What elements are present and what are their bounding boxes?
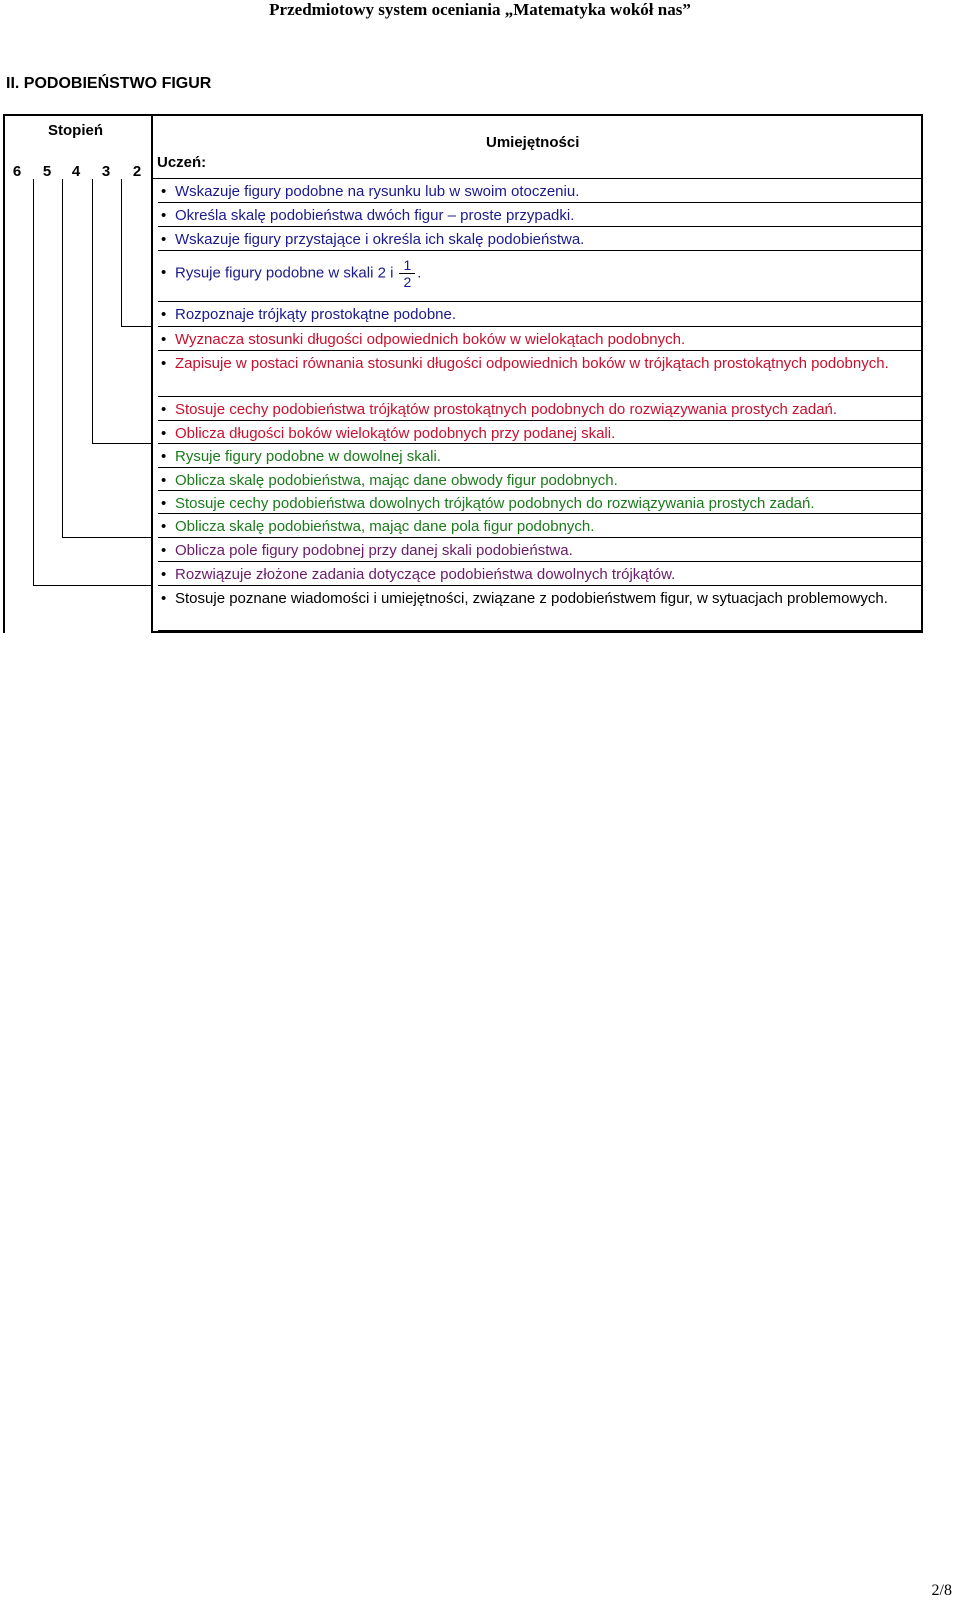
grade-2-vertical bbox=[121, 179, 122, 326]
grade-5-horizontal bbox=[33, 585, 152, 586]
bullet-icon: • bbox=[161, 448, 167, 465]
skill-text: Rozwiązuje złożone zadania dotyczące podobieństwa dowolnych trójkątów. bbox=[175, 566, 676, 583]
skill-row bbox=[158, 421, 922, 444]
skill-text: Zapisuje w postaci równania stosunki długości odpowiednich boków w trójkątach prostokątnych podobnych. bbox=[175, 355, 889, 372]
skill-text: Rysuje figury podobne w dowolnej skali. bbox=[175, 448, 441, 465]
bullet-icon: • bbox=[161, 231, 167, 248]
table-border-top bbox=[3, 114, 923, 116]
grade-3-horizontal bbox=[92, 443, 152, 444]
skill-row bbox=[158, 468, 922, 491]
skill-row bbox=[158, 227, 922, 251]
bullet-icon: • bbox=[161, 495, 167, 512]
page-number: 2/8 bbox=[931, 1582, 952, 1599]
skill-text: Stosuje cechy podobieństwa dowolnych trójkątów podobnych do rozwiązywania prostych zadań. bbox=[175, 495, 815, 512]
bullet-icon: • bbox=[161, 566, 167, 583]
skill-text: Oblicza skalę podobieństwa, mając dane pola figur podobnych. bbox=[175, 518, 595, 535]
bullet-icon: • bbox=[161, 425, 167, 442]
skill-row bbox=[158, 203, 922, 227]
grade-4-label: 4 bbox=[71, 163, 81, 180]
bullet-icon: • bbox=[161, 401, 167, 418]
skill-row bbox=[158, 397, 922, 421]
bullet-icon: • bbox=[161, 472, 167, 489]
table-border-left bbox=[3, 114, 5, 633]
grade-column-divider bbox=[151, 114, 153, 633]
bullet-icon: • bbox=[161, 542, 167, 559]
skill-text: Stosuje cechy podobieństwa trójkątów prostokątnych podobnych do rozwiązywania prostych zadań. bbox=[175, 401, 838, 418]
bullet-icon: • bbox=[161, 590, 167, 607]
document-header: Przedmiotowy system oceniania „Matematyka wokół nas” bbox=[269, 0, 691, 19]
skill-text-suffix: . bbox=[417, 264, 422, 282]
grade-3-label: 3 bbox=[101, 163, 111, 180]
grade-4-vertical bbox=[62, 179, 63, 537]
grade-4-horizontal bbox=[62, 537, 152, 538]
grade-header: Stopień bbox=[48, 122, 103, 139]
skill-row bbox=[158, 179, 922, 203]
fraction-numerator: 1 bbox=[399, 257, 415, 274]
skills-header: Umiejętności bbox=[486, 134, 580, 151]
skill-row bbox=[158, 538, 922, 562]
skill-text: Oblicza skalę podobieństwa, mając dane obwody figur podobnych. bbox=[175, 472, 618, 489]
skill-row bbox=[158, 586, 922, 631]
table-border-bottom bbox=[152, 631, 923, 633]
skill-row bbox=[158, 327, 922, 351]
fraction-denominator: 2 bbox=[403, 274, 412, 290]
bullet-icon: • bbox=[161, 207, 167, 224]
skill-text: Stosuje poznane wiadomości i umiejętności, związane z podobieństwem figur, w sytuacjach problemowych. bbox=[175, 590, 888, 607]
fraction bbox=[399, 257, 415, 290]
section-title: II. PODOBIEŃSTWO FIGUR bbox=[6, 75, 212, 92]
skill-row bbox=[158, 491, 922, 514]
bullet-icon: • bbox=[161, 518, 167, 535]
bullet-icon: • bbox=[161, 264, 167, 282]
bullet-icon: • bbox=[161, 306, 167, 323]
skill-text: Wskazuje figury przystające i określa ich skalę podobieństwa. bbox=[175, 231, 585, 248]
bullet-icon: • bbox=[161, 331, 167, 348]
skill-text: Rysuje figury podobne w skali 2 i bbox=[175, 264, 394, 282]
grade-5-vertical bbox=[33, 179, 34, 585]
grade-2-label: 2 bbox=[132, 163, 142, 180]
skill-row bbox=[158, 351, 922, 397]
bullet-icon: • bbox=[161, 355, 167, 372]
grade-2-horizontal bbox=[121, 326, 152, 327]
skill-row bbox=[158, 251, 922, 302]
grade-3-vertical bbox=[92, 179, 93, 443]
skill-row bbox=[158, 444, 922, 468]
skill-row bbox=[158, 302, 922, 327]
skill-text: Rozpoznaje trójkąty prostokątne podobne. bbox=[175, 306, 457, 323]
skill-text: Wskazuje figury podobne na rysunku lub w swoim otoczeniu. bbox=[175, 183, 580, 200]
skill-row bbox=[158, 514, 922, 538]
grade-5-label: 5 bbox=[42, 163, 52, 180]
skill-row bbox=[158, 562, 922, 586]
student-label: Uczeń: bbox=[157, 154, 207, 171]
skill-text: Oblicza pole figury podobnej przy danej skali podobieństwa. bbox=[175, 542, 573, 559]
bullet-icon: • bbox=[161, 183, 167, 200]
skill-text: Oblicza długości boków wielokątów podobnych przy podanej skali. bbox=[175, 425, 616, 442]
skill-text: Wyznacza stosunki długości odpowiednich boków w wielokątach podobnych. bbox=[175, 331, 686, 348]
skill-text: Określa skalę podobieństwa dwóch figur – proste przypadki. bbox=[175, 207, 575, 224]
grade-6-label: 6 bbox=[12, 163, 22, 180]
